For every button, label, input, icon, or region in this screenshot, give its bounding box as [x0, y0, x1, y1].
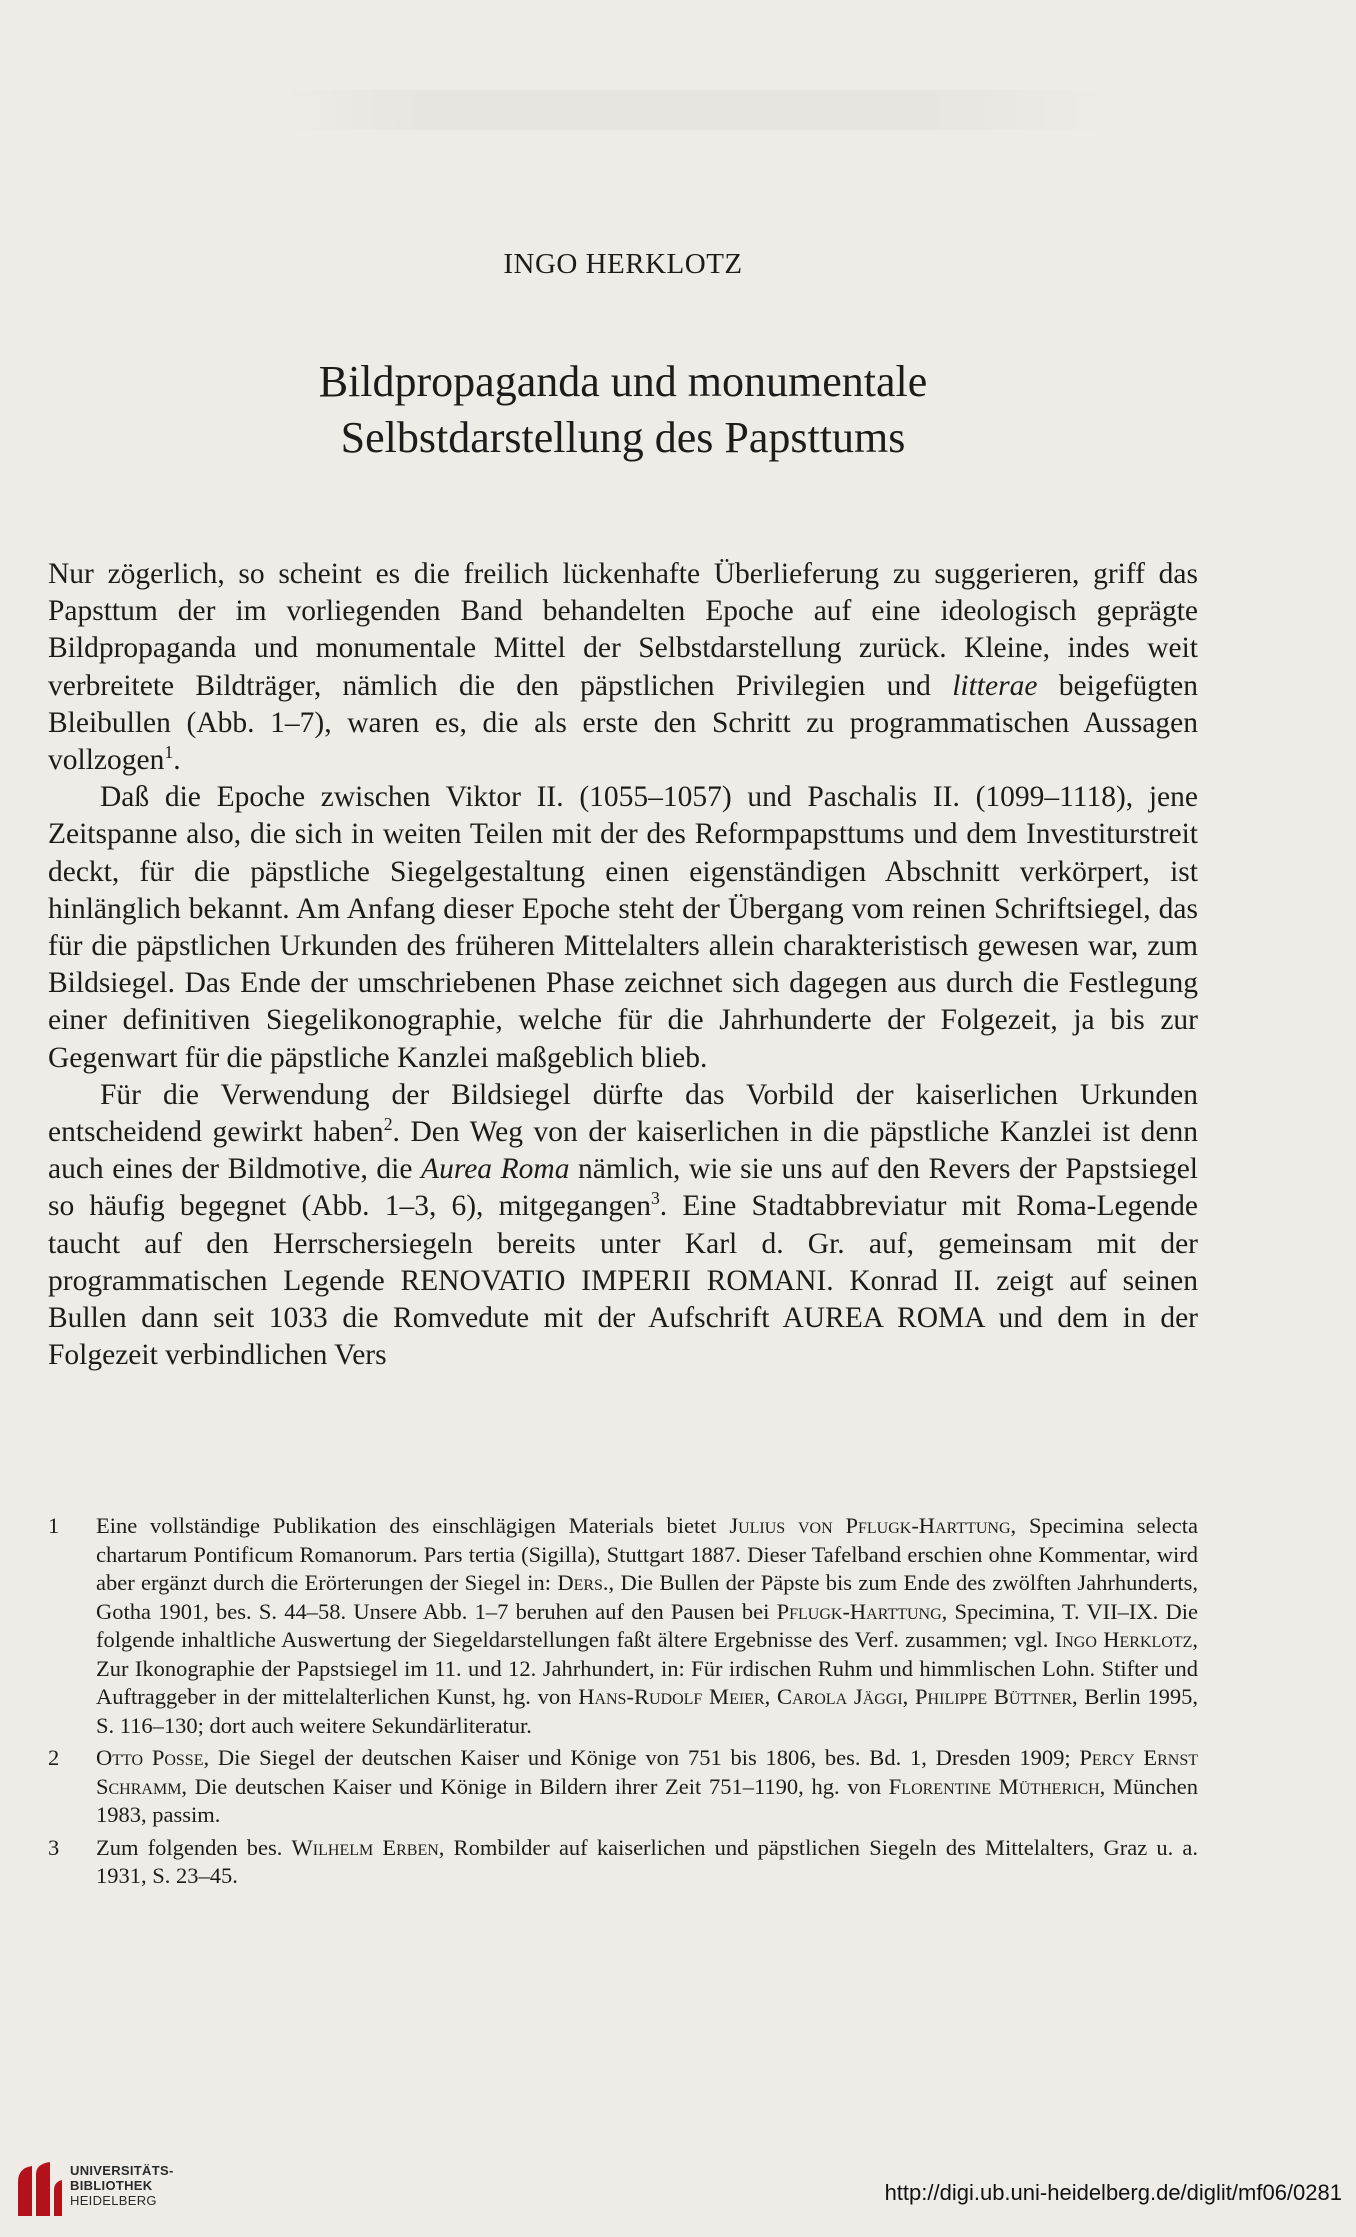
footnote-3: [48, 1834, 1198, 1891]
footnote-text: Eine vollständige Publikation des einschlägigen Materials bietet Julius von Pflugk-Harttung, Specimina selecta chartarum Pontificum Romanorum. Pars tertia (Sigilla), Stuttgart 1887. Dieser Tafelband erschien ohne Kommentar, wird aber ergänzt durch die Erörterungen der Siegel in: Ders., Die Bullen der Päpste bis zum Ende des zwölften Jahrhunderts, Gotha 1901, bes. S. 44–58. Unsere Abb. 1–7 beruhen auf den Pausen bei Pflugk-Harttung, Specimina, T. VII–IX. Die folgende inhaltliche Auswertung der Siegeldarstellungen faßt ältere Ergebnisse des Verf. zusammen; vgl. Ingo Herklotz, Zur Ikonographie der Papstsiegel im 11. und 12. Jahrhundert, in: Für irdischen Ruhm und himmlischen Lohn. Stifter und Auftraggeber in der mittelalterlichen Kunst, hg. von Hans-Rudolf Meier, Carola Jäggi, Philippe Büttner, Berlin 1995, S. 116–130; dort auch weitere Sekundärliteratur.: [96, 1513, 1199, 1738]
footnote-ref-1[interactable]: 1: [164, 742, 174, 763]
paragraph-1: Nur zögerlich, so scheint es die freilich lückenhafte Überlieferung zu suggerieren, griff das Papsttum der im vorliegenden Band behandelten Epoche auf eine ideologisch geprägte Bildpropaganda und monumentale Mittel der Selbstdarstellung zurück. Kleine, indes weit verbreitete Bildträger, nämlich die den päpstlichen Privilegien und litterae beigefügten Bleibullen (Abb. 1–7), waren es, die als erste den Schritt zu programmatischen Aussagen vollzogen$^1$.: [48, 558, 1198, 777]
title-line-2: Selbstdarstellung des Papsttums: [340, 413, 906, 462]
footnote-text: Zum folgenden bes. Wilhelm Erben, Rombilder auf kaiserlichen und päpstlichen Siegeln des Mittelalters, Graz u. a. 1931, S. 23–45.: [96, 1834, 1198, 1888]
footnote-1: [48, 1512, 1198, 1740]
source-url-link[interactable]: http://digi.ub.uni-heidelberg.de/diglit/mf06/0281: [884, 2180, 1342, 2205]
footnotes: [48, 1512, 1198, 1895]
title-line-1: Bildpropaganda und monumentale: [318, 357, 928, 406]
paragraph-3: Für die Verwendung der Bildsiegel dürfte das Vorbild der kaiserlichen Urkunden entscheidend gewirkt haben$^2$. Den Weg von der kaiserlichen in die päpstliche Kanzlei ist denn auch eines der Bildmotive, die Aurea Roma nämlich, wie sie uns auf den Revers der Papstsiegel so häufig begegnet (Abb. 1–3, 6), mitgegangen$^3$. Eine Stadtabbreviatur mit Roma-Legende taucht auf den Herrschersiegeln bereits unter Karl d. Gr. auf, gemeinsam mit der programmatischen Legende RENOVATIO IMPERII ROMANI. Konrad II. zeigt auf seinen Bullen dann seit 1033 die Romvedute mit der Aufschrift AUREA ROMA und dem in der Folgezeit verbindlichen Vers: [48, 1078, 1199, 1372]
italic-term: litterae: [952, 669, 1038, 702]
footnote-text: Otto Posse, Die Siegel der deutschen Kaiser und Könige von 751 bis 1806, bes. Bd. 1, Dresden 1909; Percy Ernst Schramm, Die deutschen Kaiser und Könige in Bildern ihrer Zeit 751–1190, hg. von Florentine Mütherich, München 1983, passim.: [96, 1745, 1198, 1827]
footnote-ref-3[interactable]: 3: [650, 1188, 660, 1209]
bleed-through: [230, 90, 1216, 130]
paragraph-2: Daß die Epoche zwischen Viktor II. (1055–1057) und Paschalis II. (1099–1118), jene Zeitspanne also, die sich in weiten Teilen mit der des Reformpapsttums und dem Investiturstreit deckt, für die päpstliche Siegelgestaltung einen eigenständigen Abschnitt verkörpert, ist hinlänglich bekannt. Am Anfang dieser Epoche steht der Übergang vom reinen Schriftsiegel, das für die päpstlichen Urkunden des früheren Mittelalters allein charakteristisch gewesen war, zum Bildsiegel. Das Ende der umschriebenen Phase zeichnet sich dagegen aus durch die Festlegung einer definitiven Siegelikonographie, welche für die Jahrhunderte der Folgezeit, ja bis zur Gegenwart für die päpstliche Kanzlei maßgeblich blieb.: [48, 781, 1198, 1074]
library-name: UNIVERSITÄTS- BIBLIOTHEK HEIDELBERG: [70, 2163, 174, 2208]
footnote-2: [48, 1744, 1198, 1830]
footnote-number: 1: [48, 1513, 60, 1538]
university-library-logo-icon: [14, 2160, 64, 2220]
body-text: [48, 556, 1198, 1374]
footnote-number: 2: [48, 1745, 60, 1770]
footnote-ref-2[interactable]: 2: [383, 1114, 393, 1135]
article-title: [48, 354, 1198, 466]
italic-term: Aurea Roma: [421, 1153, 570, 1186]
author-name: INGO HERKLOTZ: [503, 248, 743, 280]
digitization-footer: [0, 2150, 1356, 2237]
footnote-number: 3: [48, 1834, 60, 1860]
